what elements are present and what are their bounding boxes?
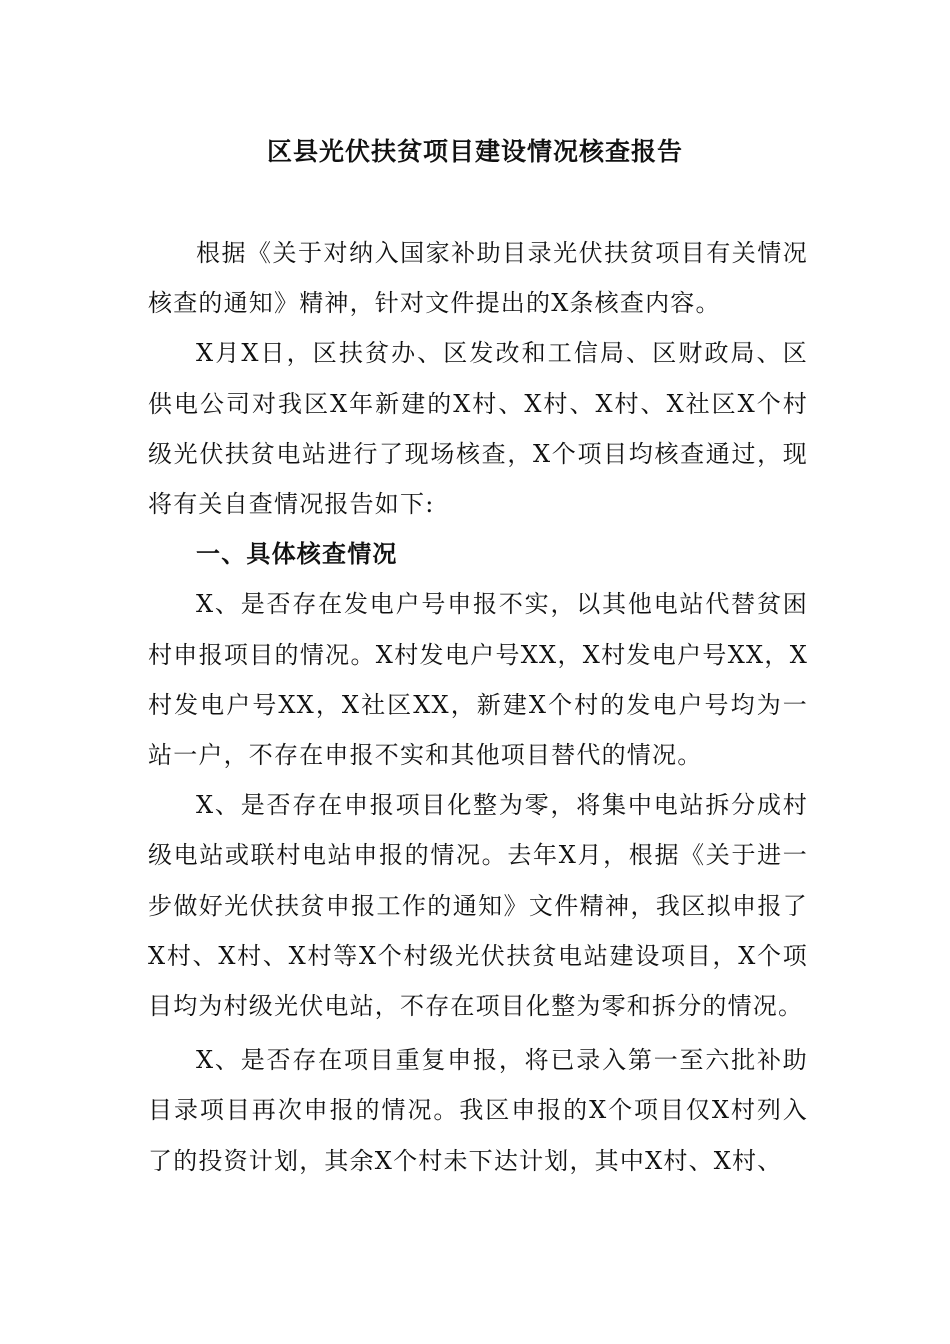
- section-paragraph-3: X、是否存在项目重复申报，将已录入第一至六批补助目录项目再次申报的情况。我区申报的X个项目仅X村列入了的投资计划，其余X个村未下达计划，其中X村、X村、: [148, 1046, 808, 1175]
- section-heading: 一、具体核查情况: [196, 539, 398, 569]
- section-paragraph-2: X、是否存在申报项目化整为零，将集中电站拆分成村级电站或联村电站申报的情况。去年X月，根据《关于进一步做好光伏扶贫申报工作的通知》文件精神，我区拟申报了X村、X村、X村等X个村级光伏扶贫电站建设项目，X个项目均为村级光伏电站，不存在项目化整为零和拆分的情况。: [148, 791, 808, 1021]
- document-title: 区县光伏扶贫项目建设情况核查报告: [266, 137, 683, 166]
- intro-paragraph: 根据《关于对纳入国家补助目录光伏扶贫项目有关情况核查的通知》精神，针对文件提出的X条核查内容。: [148, 239, 808, 318]
- inspection-summary-paragraph: X月X日，区扶贫办、区发改和工信局、区财政局、区供电公司对我区X年新建的X村、X村、X村、X社区X个村级光伏扶贫电站进行了现场核查，X个项目均核查通过，现将有关自查情况报告如下:: [148, 339, 808, 519]
- section-paragraph-1: X、是否存在发电户号申报不实，以其他电站代替贫困村申报项目的情况。X村发电户号XX，X村发电户号XX，X村发电户号XX，X社区XX，新建X个村的发电户号均为一站一户，不存在申报不实和其他项目替代的情况。: [148, 590, 808, 770]
- document-body: [148, 228, 808, 1186]
